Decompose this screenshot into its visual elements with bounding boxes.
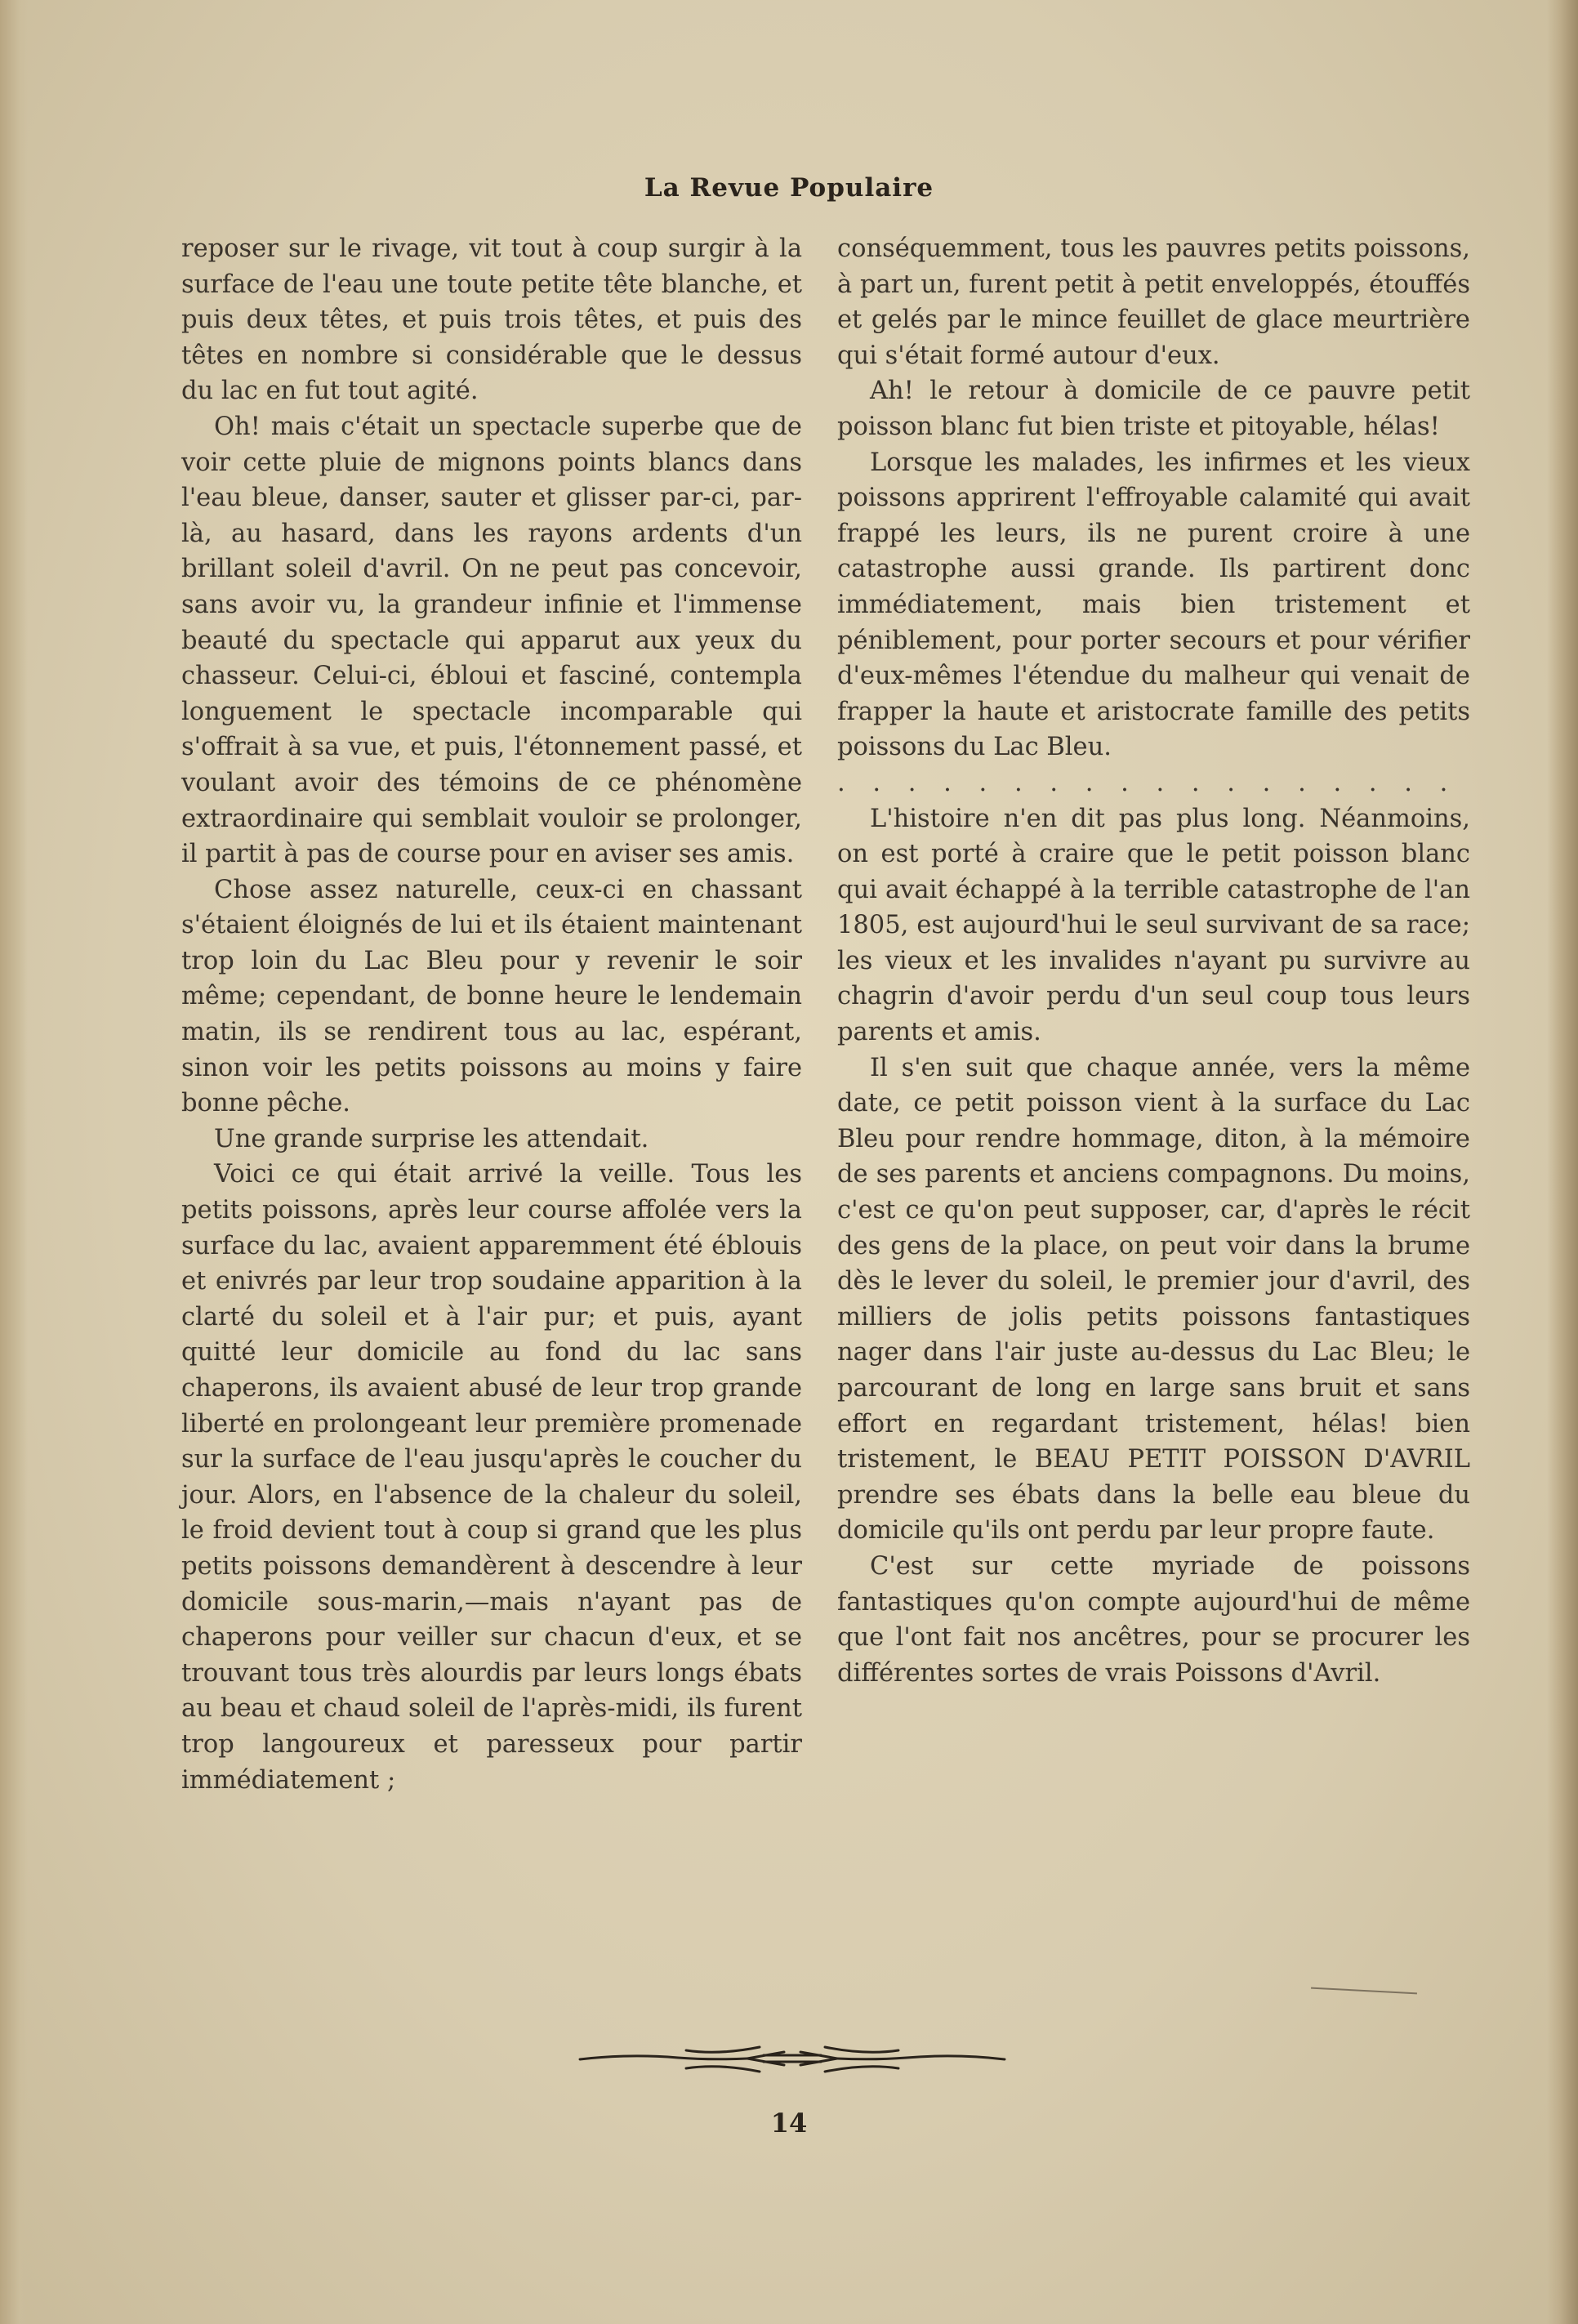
page-right-edge — [1547, 0, 1578, 2324]
paragraph: Chose assez naturelle, ceux-ci en chassant s'étaient éloignés de lui et ils étaient maintenant trop loin du Lac Bleu pour y revenir le soir même; cependant, de bonne heure le lendemain matin, ils se rendirent tous au lac, espérant, sinon voir les petits poissons au moins y faire bonne pêche. — [181, 875, 802, 1118]
paragraph: Lorsque les malades, les infirmes et les vieux poissons apprirent l'effroyable calamité qui avait frappé les leurs, ils ne purent croire à une catastrophe aussi grande. Ils partirent donc immédiatement, mais bien tristement et péniblement, pour porter secours et pour vérifier d'eux-mêmes l'étendue du malheur qui venait de frapper la haute et aristocrate famille des petits poissons du Lac Bleu. — [837, 448, 1470, 762]
left-column — [181, 231, 802, 1798]
page-number: 14 — [770, 2108, 808, 2139]
paragraph: L'histoire n'en dit pas plus long. Néanmoins, on est porté à craire que le petit poisson blanc qui avait échappé à la terrible catastrophe de l'an 1805, est aujourd'hui le seul survivant de sa race; les vieux et les invalides n'ayant pu survivre au chagrin d'avoir perdu d'un seul coup tous leurs parents et amis. — [837, 804, 1470, 1047]
paragraph: Il s'en suit que chaque année, vers la même date, ce petit poisson vient à la surface du Lac Bleu pour rendre hommage, diton, à la mémoire de ses parents et anciens compagnons. Du moins, c'est ce qu'on peut supposer, car, d'après le récit des gens de la place, on peut voir dans la brume dès le lever du soleil, le premier jour d'avril, des milliers de jolis petits poissons fantastiques nager dans l'air juste au-dessus du Lac Bleu; le parcourant de long en large sans bruit et sans effort en regardant tristement, hélas! bien tristement, le BEAU PETIT POISSON D'AVRIL prendre ses ébats dans la belle eau bleue du domicile qu'ils ont perdu par leur propre faute. — [837, 1053, 1470, 1546]
end-rule — [1311, 1987, 1417, 1995]
paragraph: Oh! mais c'était un spectacle superbe que de voir cette pluie de mignons points blancs dans l'eau bleue, danser, sauter et glisser par-ci, par-là, au hasard, dans les rayons ardents d'un brillant soleil d'avril. On ne peut pas concevoir, sans avoir vu, la grandeur infinie et l'immense beauté du spectacle qui apparut aux yeux du chasseur. Celui-ci, ébloui et fasciné, contempla longuement le spectacle incomparable qui s'offrait à sa vue, et puis, l'étonnement passé, et voulant avoir des témoins de ce phénomène extraordinaire qui semblait vouloir se prolonger, il partit à pas de course pour en aviser ses amis. — [181, 412, 802, 869]
running-head: La Revue Populaire — [644, 173, 934, 203]
section-break-dots: . . . . . . . . . . . . . . . . . . — [837, 768, 1458, 797]
ornament-divider — [564, 2031, 1021, 2088]
paragraph: Ah! le retour à domicile de ce pauvre petit poisson blanc fut bien triste et pitoyable, hélas! — [837, 377, 1470, 441]
paragraph: Une grande surprise les attendait. — [214, 1124, 649, 1153]
right-column — [837, 231, 1470, 1691]
paragraph: Voici ce qui était arrivé la veille. Tous les petits poissons, après leur course affolée vers la surface du lac, avaient apparemment été éblouis et enivrés par leur trop soudaine apparition à la clarté du soleil et à l'air pur; et puis, ayant quitté leur domicile au fond du lac sans chaperons, ils avaient abusé de leur trop grande liberté en prolongeant leur première promenade sur la surface de l'eau jusqu'après le coucher du jour. Alors, en l'absence de la chaleur du soleil, le froid devient tout à coup si grand que les plus petits poissons demandèrent à descendre à leur domicile sous-marin,—mais n'ayant pas de chaperons pour veiller sur chacun d'eux, et se trouvant tous très alourdis par leurs longs ébats au beau et chaud soleil de l'après-midi, ils furent trop langoureux et paresseux pour partir immédiatement ; — [181, 1160, 802, 1795]
paragraph: C'est sur cette myriade de poissons fantastiques qu'on compte aujourd'hui de même que l'ont fait nos ancêtres, pour se procurer les différentes sortes de vrais Poissons d'Avril. — [837, 1551, 1470, 1688]
page-left-edge — [0, 0, 28, 2324]
paragraph: reposer sur le rivage, vit tout à coup surgir à la surface de l'eau une toute petite tête blanche, et puis deux têtes, et puis trois têtes, et puis des têtes en nombre si considérable que le dessus du lac en fut tout agité. — [181, 234, 802, 406]
paragraph: conséquemment, tous les pauvres petits poissons, à part un, furent petit à petit enveloppés, étouffés et gelés par le mince feuillet de glace meurtrière qui s'était formé autour d'eux. — [837, 234, 1470, 370]
